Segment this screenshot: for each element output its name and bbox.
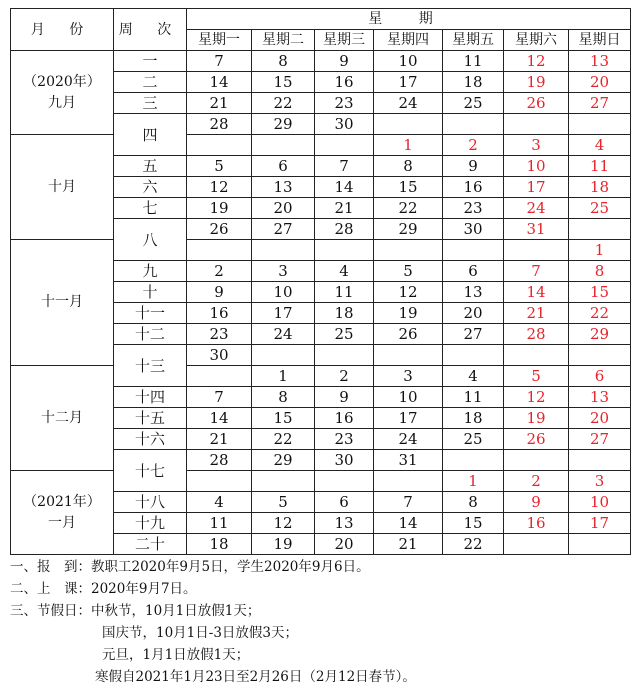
day-cell: 10 (569, 492, 631, 513)
day-cell: 26 (187, 219, 252, 240)
day-cell: 2 (443, 135, 504, 156)
day-cell: 13 (252, 177, 315, 198)
week-number-cell: 三 (114, 93, 187, 114)
day-cell: 1 (252, 366, 315, 387)
day-cell: 6 (315, 492, 374, 513)
day-cell: 17 (374, 408, 443, 429)
day-cell: 30 (315, 450, 374, 471)
day-cell: 10 (374, 51, 443, 72)
weekday-header: 星期二 (252, 30, 315, 51)
day-cell: 7 (315, 156, 374, 177)
weekday-group-header: 星 期 (187, 9, 631, 30)
weekday-header: 星期五 (443, 30, 504, 51)
day-cell: 4 (443, 366, 504, 387)
day-cell (504, 240, 569, 261)
day-cell: 25 (443, 429, 504, 450)
day-cell: 24 (374, 429, 443, 450)
calendar-row (11, 51, 631, 72)
calendar-row (11, 240, 631, 261)
month-cell: 十二月 (11, 366, 114, 471)
day-cell: 23 (315, 93, 374, 114)
day-cell: 28 (315, 219, 374, 240)
day-cell: 20 (315, 534, 374, 555)
week-number-cell: 十 (114, 282, 187, 303)
day-cell: 26 (374, 324, 443, 345)
day-cell: 15 (374, 177, 443, 198)
day-cell: 3 (569, 471, 631, 492)
day-cell: 14 (504, 282, 569, 303)
day-cell (315, 345, 374, 366)
day-cell: 22 (443, 534, 504, 555)
day-cell (315, 471, 374, 492)
day-cell (504, 534, 569, 555)
day-cell: 11 (443, 51, 504, 72)
month-column-header: 月 份 (11, 9, 114, 51)
day-cell (374, 345, 443, 366)
note-national-day: 国庆节，10月1日-3日放假3天； (102, 625, 299, 641)
day-cell: 19 (252, 534, 315, 555)
week-number-cell: 十七 (114, 450, 187, 492)
day-cell: 8 (374, 156, 443, 177)
day-cell: 21 (315, 198, 374, 219)
day-cell (252, 345, 315, 366)
day-cell: 26 (504, 93, 569, 114)
calendar-row (11, 471, 631, 492)
day-cell: 20 (569, 72, 631, 93)
day-cell: 9 (504, 492, 569, 513)
day-cell: 30 (187, 345, 252, 366)
day-cell (569, 534, 631, 555)
day-cell: 11 (315, 282, 374, 303)
day-cell: 3 (504, 135, 569, 156)
day-cell: 28 (504, 324, 569, 345)
day-cell (443, 450, 504, 471)
day-cell: 14 (374, 513, 443, 534)
week-number-cell: 十一 (114, 303, 187, 324)
day-cell: 4 (315, 261, 374, 282)
day-cell (187, 471, 252, 492)
day-cell: 17 (252, 303, 315, 324)
day-cell: 19 (504, 408, 569, 429)
day-cell: 5 (252, 492, 315, 513)
day-cell: 19 (504, 72, 569, 93)
day-cell (252, 135, 315, 156)
day-cell: 9 (443, 156, 504, 177)
day-cell: 8 (569, 261, 631, 282)
day-cell (569, 450, 631, 471)
month-cell: 十月 (11, 135, 114, 240)
day-cell: 2 (187, 261, 252, 282)
note-report-date: 一、报 到：教职工2020年9月5日，学生2020年9月6日。 (10, 559, 370, 575)
day-cell: 27 (569, 429, 631, 450)
day-cell (315, 135, 374, 156)
day-cell: 16 (187, 303, 252, 324)
day-cell: 21 (374, 534, 443, 555)
day-cell (187, 366, 252, 387)
day-cell: 24 (504, 198, 569, 219)
day-cell: 10 (374, 387, 443, 408)
day-cell (187, 240, 252, 261)
day-cell: 18 (315, 303, 374, 324)
day-cell: 17 (569, 513, 631, 534)
day-cell: 12 (504, 51, 569, 72)
day-cell: 16 (315, 72, 374, 93)
day-cell: 30 (443, 219, 504, 240)
day-cell: 16 (504, 513, 569, 534)
day-cell: 9 (315, 51, 374, 72)
day-cell: 10 (252, 282, 315, 303)
day-cell (443, 240, 504, 261)
day-cell: 22 (569, 303, 631, 324)
week-number-cell: 二十 (114, 534, 187, 555)
week-number-cell: 十四 (114, 387, 187, 408)
week-number-cell: 五 (114, 156, 187, 177)
day-cell: 13 (569, 51, 631, 72)
weekday-header: 星期一 (187, 30, 252, 51)
day-cell: 4 (187, 492, 252, 513)
day-cell (252, 240, 315, 261)
day-cell: 6 (569, 366, 631, 387)
day-cell: 1 (443, 471, 504, 492)
day-cell (443, 114, 504, 135)
week-number-cell: 七 (114, 198, 187, 219)
day-cell (187, 135, 252, 156)
day-cell: 23 (443, 198, 504, 219)
school-calendar-table (10, 8, 631, 555)
day-cell: 6 (252, 156, 315, 177)
day-cell: 5 (187, 156, 252, 177)
day-cell: 18 (569, 177, 631, 198)
day-cell: 21 (187, 429, 252, 450)
day-cell: 21 (187, 93, 252, 114)
day-cell: 7 (504, 261, 569, 282)
calendar-row (11, 366, 631, 387)
day-cell (252, 471, 315, 492)
day-cell: 30 (315, 114, 374, 135)
day-cell: 24 (374, 93, 443, 114)
day-cell: 11 (569, 156, 631, 177)
note-holidays: 三、节假日：中秋节，10月1日放假1天； (10, 603, 261, 619)
day-cell: 31 (374, 450, 443, 471)
day-cell: 9 (187, 282, 252, 303)
week-number-cell: 十六 (114, 429, 187, 450)
day-cell: 25 (315, 324, 374, 345)
day-cell: 19 (374, 303, 443, 324)
day-cell: 18 (187, 534, 252, 555)
day-cell: 4 (569, 135, 631, 156)
day-cell: 12 (187, 177, 252, 198)
day-cell: 12 (374, 282, 443, 303)
day-cell: 15 (252, 72, 315, 93)
weekday-header: 星期三 (315, 30, 374, 51)
week-number-cell: 九 (114, 261, 187, 282)
day-cell: 28 (187, 114, 252, 135)
day-cell: 22 (374, 198, 443, 219)
week-number-cell: 十八 (114, 492, 187, 513)
day-cell: 29 (252, 450, 315, 471)
month-cell: （2021年） 一月 (11, 471, 114, 555)
day-cell: 29 (569, 324, 631, 345)
day-cell: 14 (187, 72, 252, 93)
day-cell: 25 (569, 198, 631, 219)
day-cell (569, 345, 631, 366)
day-cell: 24 (252, 324, 315, 345)
day-cell: 18 (443, 72, 504, 93)
day-cell: 2 (504, 471, 569, 492)
week-number-cell: 一 (114, 51, 187, 72)
weekday-header: 星期日 (569, 30, 631, 51)
day-cell: 7 (374, 492, 443, 513)
day-cell: 13 (569, 387, 631, 408)
day-cell (504, 450, 569, 471)
day-cell: 29 (374, 219, 443, 240)
day-cell: 31 (504, 219, 569, 240)
day-cell: 23 (315, 429, 374, 450)
day-cell: 6 (443, 261, 504, 282)
month-cell: 十一月 (11, 240, 114, 366)
day-cell: 8 (443, 492, 504, 513)
day-cell (374, 240, 443, 261)
day-cell: 15 (569, 282, 631, 303)
day-cell: 7 (187, 51, 252, 72)
day-cell: 17 (504, 177, 569, 198)
day-cell: 8 (252, 51, 315, 72)
day-cell: 12 (252, 513, 315, 534)
note-winter-break: 寒假自2021年1月23日至2月26日（2月12日春节）。 (95, 669, 416, 685)
week-number-cell: 四 (114, 114, 187, 156)
day-cell: 26 (504, 429, 569, 450)
day-cell: 19 (187, 198, 252, 219)
day-cell (374, 114, 443, 135)
week-number-cell: 十五 (114, 408, 187, 429)
day-cell: 3 (252, 261, 315, 282)
day-cell: 10 (504, 156, 569, 177)
day-cell: 25 (443, 93, 504, 114)
day-cell: 1 (569, 240, 631, 261)
note-new-year: 元旦，1月1日放假1天； (102, 647, 250, 663)
day-cell: 17 (374, 72, 443, 93)
day-cell: 11 (187, 513, 252, 534)
calendar-body (11, 51, 631, 555)
day-cell: 14 (187, 408, 252, 429)
day-cell: 29 (252, 114, 315, 135)
day-cell: 21 (504, 303, 569, 324)
day-cell: 20 (569, 408, 631, 429)
week-number-cell: 十九 (114, 513, 187, 534)
day-cell: 18 (443, 408, 504, 429)
day-cell: 12 (504, 387, 569, 408)
note-class-start: 二、上 课：2020年9月7日。 (10, 581, 197, 597)
week-number-cell: 六 (114, 177, 187, 198)
day-cell: 7 (187, 387, 252, 408)
day-cell: 27 (569, 93, 631, 114)
weekday-header: 星期六 (504, 30, 569, 51)
day-cell: 11 (443, 387, 504, 408)
day-cell: 5 (504, 366, 569, 387)
day-cell: 14 (315, 177, 374, 198)
week-number-cell: 十三 (114, 345, 187, 387)
day-cell (504, 114, 569, 135)
week-number-cell: 八 (114, 219, 187, 261)
day-cell: 23 (187, 324, 252, 345)
week-column-header: 周 次 (114, 9, 187, 51)
day-cell: 2 (315, 366, 374, 387)
day-cell: 3 (374, 366, 443, 387)
day-cell: 5 (374, 261, 443, 282)
day-cell: 27 (252, 219, 315, 240)
day-cell: 9 (315, 387, 374, 408)
day-cell: 28 (187, 450, 252, 471)
day-cell: 16 (315, 408, 374, 429)
day-cell: 20 (443, 303, 504, 324)
day-cell: 16 (443, 177, 504, 198)
day-cell (569, 114, 631, 135)
day-cell (569, 219, 631, 240)
day-cell: 1 (374, 135, 443, 156)
day-cell (443, 345, 504, 366)
week-number-cell: 十二 (114, 324, 187, 345)
day-cell: 13 (315, 513, 374, 534)
day-cell: 8 (252, 387, 315, 408)
month-cell: （2020年） 九月 (11, 51, 114, 135)
calendar-notes (10, 556, 630, 688)
weekday-header: 星期四 (374, 30, 443, 51)
day-cell (504, 345, 569, 366)
day-cell: 20 (252, 198, 315, 219)
day-cell: 15 (252, 408, 315, 429)
day-cell: 15 (443, 513, 504, 534)
day-cell: 22 (252, 429, 315, 450)
day-cell: 22 (252, 93, 315, 114)
day-cell: 13 (443, 282, 504, 303)
week-number-cell: 二 (114, 72, 187, 93)
day-cell (374, 471, 443, 492)
day-cell: 27 (443, 324, 504, 345)
calendar-row (11, 135, 631, 156)
day-cell (315, 240, 374, 261)
